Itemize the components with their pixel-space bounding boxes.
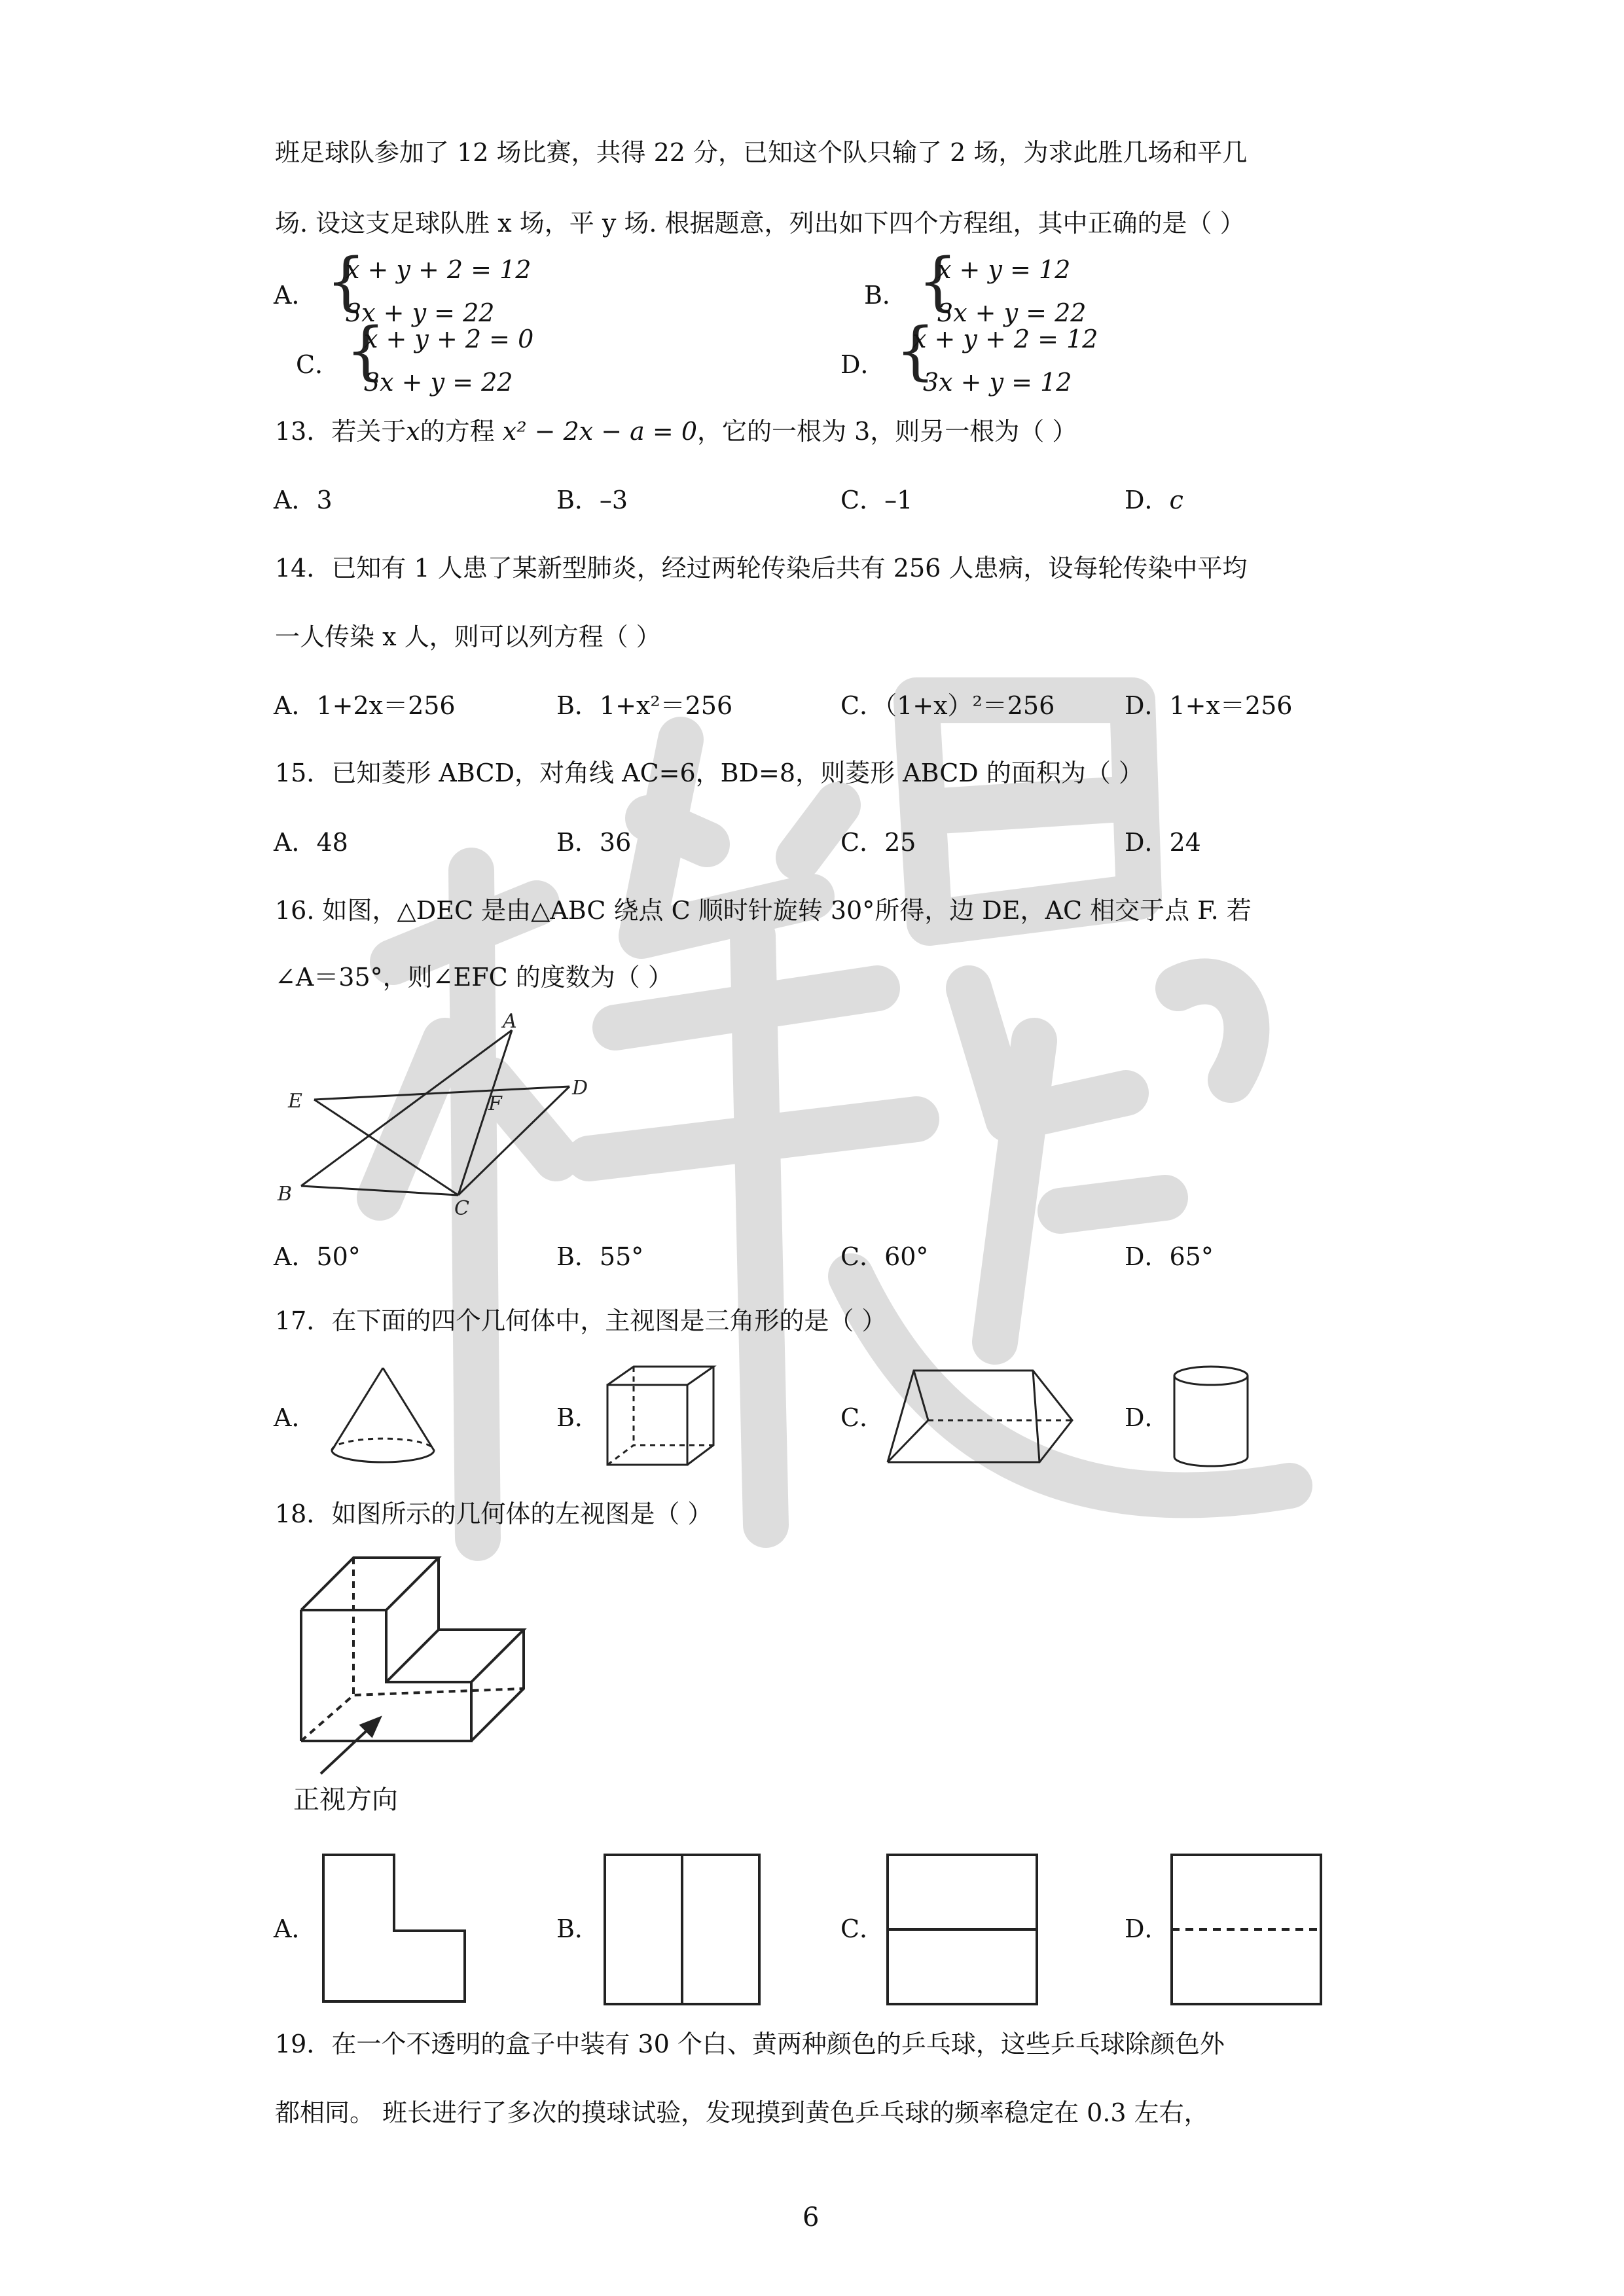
q14-line2: 一人传染 x 人，则可以列方程（ ） [275, 622, 661, 651]
q14-option-b: B．1+x²＝256 [556, 691, 733, 720]
q16-label-f: F [488, 1092, 502, 1115]
q16-label-b: B [278, 1183, 293, 1206]
q12-line1: 班足球队参加了 12 场比赛，共得 22 分，已知这个队只输了 2 场，为求此胜几场和平几 [275, 138, 1248, 167]
q19-line2: 都相同。 班长进行了多次的摸球试验，发现摸到黄色乒乓球的频率稳定在 0.3 左右， [275, 2098, 1209, 2127]
q13-option-c: C．–1 [840, 486, 913, 514]
q13-option-a: A．3 [274, 486, 333, 514]
q16-segment-bc [301, 1186, 458, 1195]
q16-line1: 16. 如图，△DEC 是由△ABC 绕点 C 顺时针旋转 30°所得，边 DE，AC 相交于点 F. 若 [275, 896, 1252, 925]
q14-option-a: A．1+2x＝256 [274, 691, 456, 720]
q16-segment-ec [314, 1100, 458, 1195]
q16-label-d: D [572, 1077, 588, 1100]
q19-line1: 19．在一个不透明的盒子中装有 30 个白、黄两种颜色的乒乓球，这些乒乓球除颜色外 [275, 2030, 1225, 2058]
q16-option-b: B．55° [556, 1242, 644, 1271]
q12-option-c-eq2: 3x + y = 22 [364, 368, 513, 397]
q15-option-d: D．24 [1125, 828, 1201, 857]
q12-option-d-label: D． [840, 350, 886, 379]
q14-option-d: D．1+x＝256 [1125, 691, 1293, 720]
q13-equation: x² − 2x − a = 0 [502, 417, 698, 446]
q16-option-c: C．60° [840, 1242, 929, 1271]
q16-segment-ba [301, 1030, 512, 1186]
q18-view-direction-caption: 正视方向 [293, 1785, 398, 1815]
q16-option-d: D．65° [1125, 1242, 1214, 1271]
q18-option-b-shape [602, 1852, 766, 2009]
q12-option-b-label: B． [864, 281, 907, 310]
q16-segment-ed [314, 1086, 569, 1100]
q12-option-a-label: A． [274, 281, 317, 310]
q12-option-c-label: C． [296, 350, 340, 379]
q13-option-b: B．–3 [556, 486, 628, 514]
q12-option-b-brace: { [918, 245, 958, 318]
q17-option-b-label: B． [556, 1403, 600, 1432]
q18-option-d-shape [1169, 1852, 1326, 2009]
q18-option-d-label: D． [1125, 1914, 1170, 1943]
q12-option-c-brace: { [346, 314, 386, 387]
q15-option-a: A．48 [274, 828, 348, 857]
q18-option-a-label: A． [274, 1914, 317, 1943]
q13-option-d-value: c [1169, 486, 1183, 514]
cone-icon [324, 1361, 442, 1473]
q17-option-a-label: A． [274, 1403, 317, 1432]
q15-option-b: B．36 [556, 828, 632, 857]
q14-line1: 14．已知有 1 人患了某新型肺炎，经过两轮传染后共有 256 人患病，设每轮传染中平均 [275, 554, 1248, 583]
q16-label-e: E [288, 1090, 302, 1113]
q12-option-a-eq2: 3x + y = 22 [346, 298, 495, 327]
q16-line2: ∠A＝35°，则∠EFC 的度数为（ ） [275, 963, 673, 992]
q12-option-d-eq2: 3x + y = 12 [923, 368, 1072, 397]
q12-option-d-brace: { [895, 314, 936, 387]
q18-stem: 18．如图所示的几何体的左视图是（ ） [275, 1499, 713, 1528]
q13-stem [275, 416, 1077, 446]
q18-option-c-shape [885, 1852, 1042, 2009]
cylinder-icon [1165, 1361, 1257, 1473]
q16-option-a: A．50° [274, 1242, 361, 1271]
q18-option-a-shape [321, 1852, 478, 2009]
q16-label-c: C [454, 1197, 469, 1220]
q18-option-c-label: C． [840, 1914, 885, 1943]
q17-stem: 17．在下面的四个几何体中，主视图是三角形的是（ ） [275, 1306, 887, 1335]
q18-option-b-label: B． [556, 1914, 600, 1943]
q12-option-a-brace: { [326, 245, 367, 318]
q13-option-d-label: D． [1125, 486, 1170, 514]
q13-stem-mid: 的方程 [420, 417, 495, 446]
q12-option-b-eq2: 3x + y = 22 [937, 298, 1087, 327]
q15-stem: 15．已知菱形 ABCD，对角线 AC=6，BD=8，则菱形 ABCD 的面积为（ ） [275, 759, 1144, 787]
q13-stem-post: ，它的一根为 3，则另一根为（ ） [697, 417, 1077, 446]
page-number: 6 [803, 2202, 820, 2233]
q17-option-d-label: D． [1125, 1403, 1170, 1432]
q12-option-d-eq1: x + y + 2 = 12 [912, 325, 1098, 353]
cube-icon [602, 1361, 720, 1473]
q12-option-b-eq1: x + y = 12 [937, 255, 1071, 284]
q14-option-c: C．（1+x）²＝256 [840, 691, 1055, 720]
q15-option-c: C．25 [840, 828, 916, 857]
q16-segment-ac [458, 1030, 512, 1195]
q16-triangle-figure [268, 1010, 609, 1220]
triangular-prism-icon [882, 1361, 1079, 1473]
q13-stem-pre: 13．若关于 [275, 417, 406, 446]
q12-option-c-eq1: x + y + 2 = 0 [364, 325, 534, 353]
q16-label-a: A [503, 1010, 517, 1033]
q12-option-a-eq1: x + y + 2 = 12 [346, 255, 532, 284]
q12-line2: 场. 设这支足球队胜 x 场，平 y 场. 根据题意，列出如下四个方程组，其中正确的是（ ） [275, 209, 1245, 238]
q13-option-d [1125, 485, 1183, 515]
q13-var: x [406, 417, 420, 446]
q17-option-c-label: C． [840, 1403, 885, 1432]
